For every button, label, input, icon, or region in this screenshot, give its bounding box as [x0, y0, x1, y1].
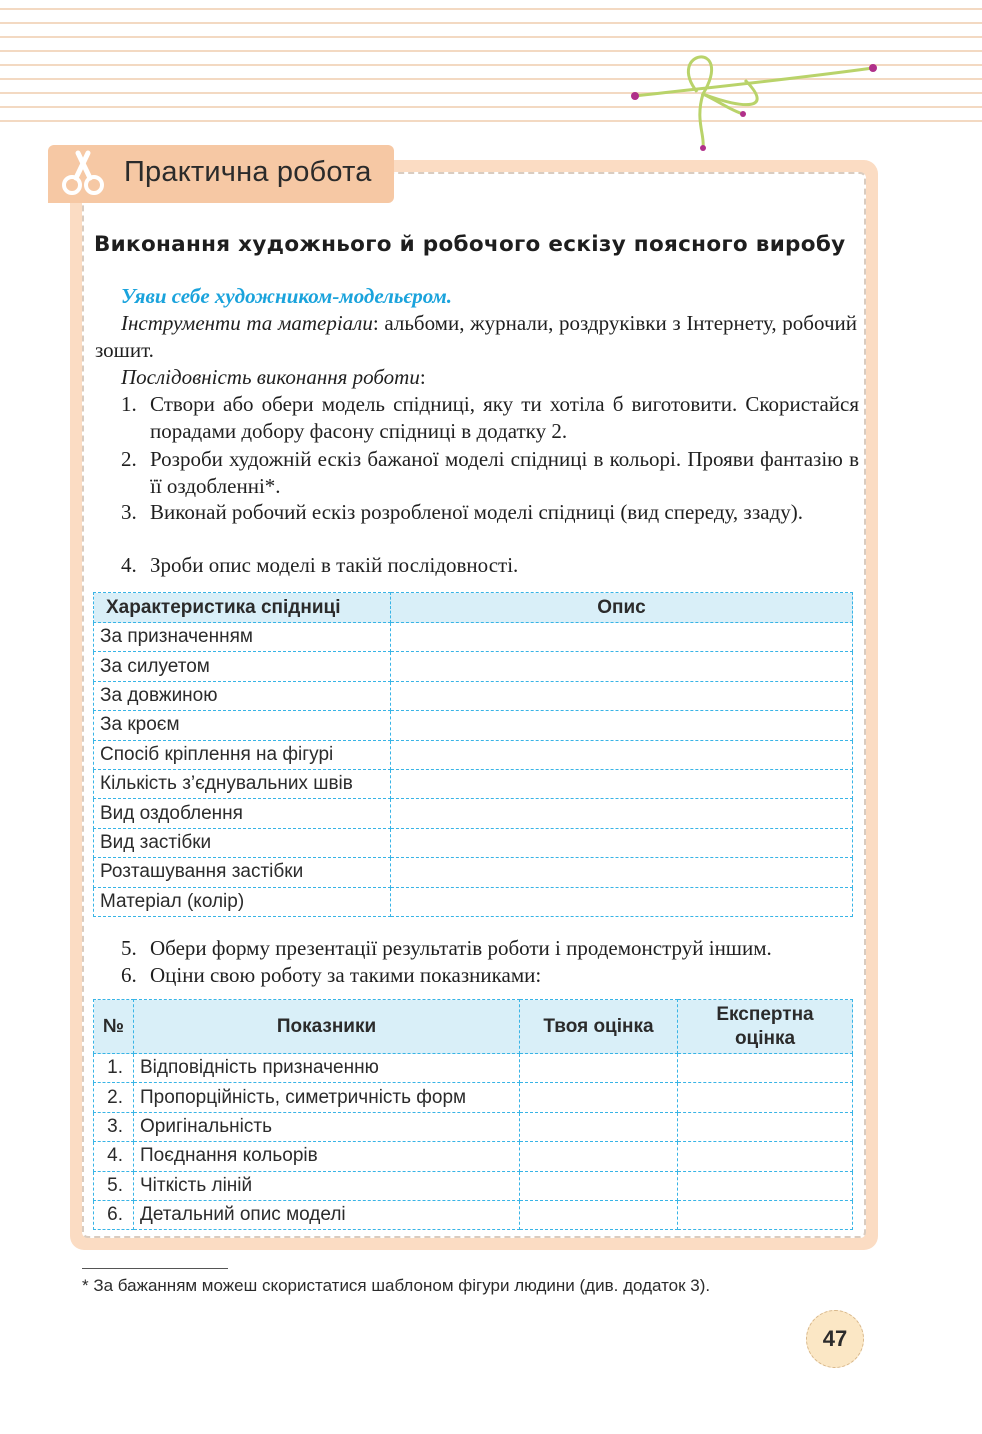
description-cell[interactable]	[391, 858, 853, 887]
table-row	[94, 887, 853, 916]
bow-ribbon-icon	[625, 40, 885, 155]
column-header: Показники	[134, 1000, 520, 1054]
footnote-divider	[82, 1268, 228, 1269]
row-number: 2.	[94, 1083, 134, 1112]
row-label: Пропорційність, симетричність форм	[134, 1083, 520, 1112]
self-score-cell[interactable]	[520, 1142, 678, 1171]
self-score-cell[interactable]	[520, 1054, 678, 1083]
step-text: Оціни свою роботу за такими показниками:	[150, 963, 542, 987]
row-label: Чіткість ліній	[134, 1171, 520, 1200]
row-label: Оригінальність	[134, 1112, 520, 1141]
row-number: 5.	[94, 1171, 134, 1200]
step-item	[121, 446, 859, 500]
table-row	[94, 711, 853, 740]
expert-score-cell[interactable]	[678, 1112, 853, 1141]
tools-text: : альбоми, журнали, роздруківки з Інтернету, робочий зошит.	[95, 311, 857, 362]
step-item	[121, 962, 859, 989]
table-row	[94, 1054, 853, 1083]
intro-highlight	[95, 283, 857, 310]
column-header: №	[94, 1000, 134, 1054]
step-text: Обери форму презентації результатів роботи і продемонструй іншим.	[150, 936, 772, 960]
evaluation-table	[93, 999, 853, 1230]
column-header: Експертна оцінка	[678, 1000, 853, 1054]
expert-score-cell[interactable]	[678, 1142, 853, 1171]
skirt-description-table	[93, 592, 853, 917]
column-header: Опис	[391, 593, 853, 623]
step-item	[121, 499, 859, 526]
expert-score-cell[interactable]	[678, 1171, 853, 1200]
description-cell[interactable]	[391, 799, 853, 828]
section-header-title: Практична робота	[124, 156, 372, 188]
step-number: 4.	[121, 553, 137, 577]
step-text: Розроби художній ескіз бажаної моделі спідниці в кольорі. Прояви фантазію в її оздобленні*.	[150, 447, 859, 498]
description-cell[interactable]	[391, 887, 853, 916]
row-label: За кроєм	[94, 711, 391, 740]
table-row	[94, 681, 853, 710]
self-score-cell[interactable]	[520, 1171, 678, 1200]
row-label: Спосіб кріплення на фігурі	[94, 740, 391, 769]
footnote: * За бажанням можеш скористатися шаблоном фігури людини (див. додаток 3).	[82, 1276, 711, 1295]
description-cell[interactable]	[391, 828, 853, 857]
row-label: За призначенням	[94, 623, 391, 652]
step-number: 3.	[121, 500, 137, 524]
table-row	[94, 1171, 853, 1200]
step-text: Виконай робочий ескіз розробленої моделі спідниці (вид спереду, ззаду).	[150, 500, 803, 524]
row-label: Поєднання кольорів	[134, 1142, 520, 1171]
step-item	[121, 935, 859, 962]
table-row	[94, 623, 853, 652]
row-number: 4.	[94, 1142, 134, 1171]
expert-score-cell[interactable]	[678, 1083, 853, 1112]
sequence-label: Послідовність виконання роботи	[121, 365, 420, 389]
table-row	[94, 858, 853, 887]
step-number: 2.	[121, 447, 137, 471]
row-number: 1.	[94, 1054, 134, 1083]
self-score-cell[interactable]	[520, 1083, 678, 1112]
step-number: 1.	[121, 392, 137, 416]
row-label: Кількість з’єднувальних швів	[94, 769, 391, 798]
sequence-colon: :	[419, 365, 426, 389]
step-item	[121, 391, 859, 445]
description-cell[interactable]	[391, 740, 853, 769]
column-header: Твоя оцінка	[520, 1000, 678, 1054]
row-number: 6.	[94, 1200, 134, 1229]
step-text: Створи або обери модель спідниці, яку ти хотіла б виготовити. Скористайся порадами добору фасону спідниці в додатку 2.	[150, 392, 859, 443]
table-header-row	[94, 1000, 853, 1054]
row-number: 3.	[94, 1112, 134, 1141]
description-cell[interactable]	[391, 681, 853, 710]
row-label: Розташування застібки	[94, 858, 391, 887]
page-title: Виконання художнього й робочого ескізу поясного виробу	[94, 232, 846, 257]
page-number: 47	[806, 1310, 864, 1368]
description-cell[interactable]	[391, 623, 853, 652]
table-row	[94, 828, 853, 857]
scissors-icon	[58, 149, 108, 199]
table-row	[94, 1112, 853, 1141]
expert-score-cell[interactable]	[678, 1200, 853, 1229]
table-row	[94, 769, 853, 798]
row-label: Вид застібки	[94, 828, 391, 857]
table-row	[94, 799, 853, 828]
self-score-cell[interactable]	[520, 1200, 678, 1229]
description-cell[interactable]	[391, 652, 853, 681]
row-label: Матеріал (колір)	[94, 887, 391, 916]
self-score-cell[interactable]	[520, 1112, 678, 1141]
table-header-row	[94, 593, 853, 623]
row-label: За довжиною	[94, 681, 391, 710]
table-row	[94, 1142, 853, 1171]
tools-label: Інструменти та матеріали	[121, 311, 373, 335]
table-row	[94, 1200, 853, 1229]
sequence-heading	[95, 364, 857, 391]
step-item	[121, 552, 859, 579]
description-cell[interactable]	[391, 711, 853, 740]
tools-paragraph	[95, 310, 857, 364]
expert-score-cell[interactable]	[678, 1054, 853, 1083]
step-text: Зроби опис моделі в такій послідовності.	[150, 553, 519, 577]
row-label: Детальний опис моделі	[134, 1200, 520, 1229]
table-row	[94, 652, 853, 681]
row-label: За силуетом	[94, 652, 391, 681]
highlight-text: Уяви себе художником-модельєром.	[121, 284, 453, 308]
table-row	[94, 740, 853, 769]
column-header: Характеристика спідниці	[94, 593, 391, 623]
row-label: Вид оздоблення	[94, 799, 391, 828]
row-label: Відповідність призначенню	[134, 1054, 520, 1083]
step-number: 5.	[121, 936, 137, 960]
description-cell[interactable]	[391, 769, 853, 798]
step-number: 6.	[121, 963, 137, 987]
table-row	[94, 1083, 853, 1112]
